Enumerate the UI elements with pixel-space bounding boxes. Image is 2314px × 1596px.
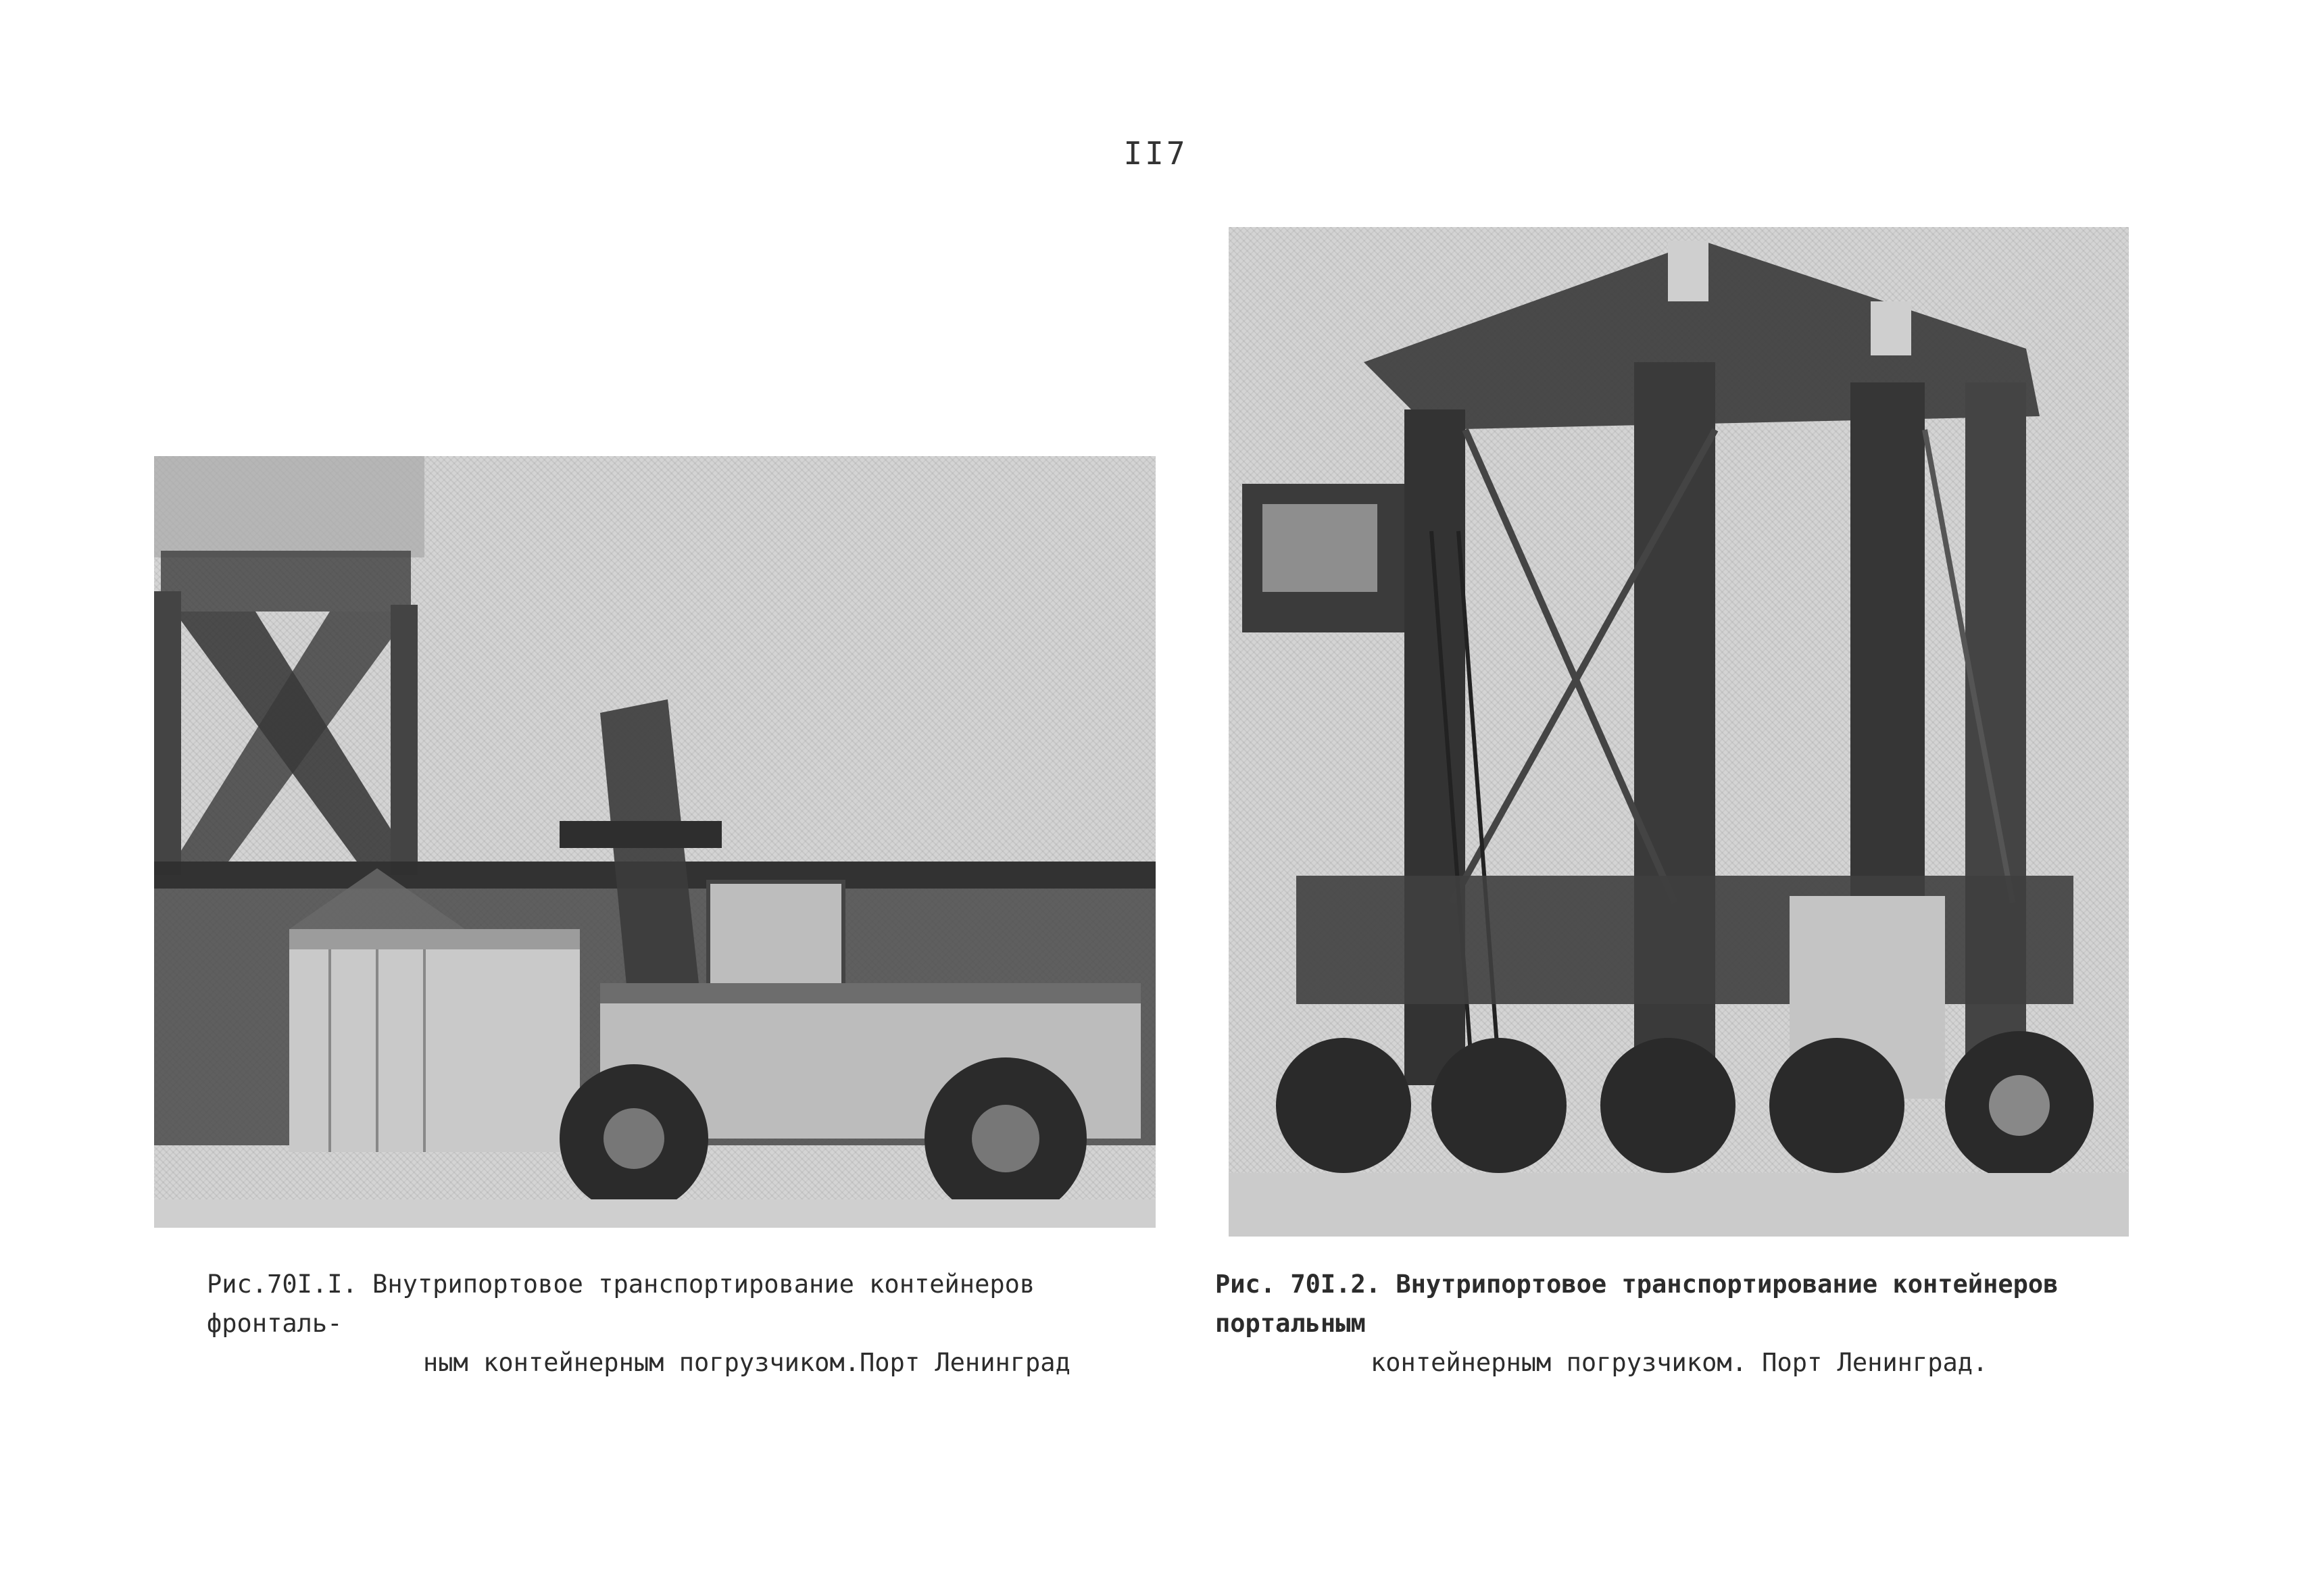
figure-2-caption-line2: контейнерным погрузчиком. Порт Ленинград. [1371, 1348, 1988, 1377]
figure-1-caption-line2: ным контейнерным погрузчиком.Порт Ленинград [423, 1348, 1070, 1377]
straddle-carrier-photo-illustration [1229, 227, 2129, 1237]
page-number: II7 [1123, 135, 1188, 172]
figure-1-caption-label: Рис.70I.I. [207, 1270, 358, 1299]
figure-2-caption-line1: Внутрипортовое транспортирование контейнеров портальным [1215, 1270, 2059, 1338]
figure-2-photo [1229, 227, 2129, 1237]
forklift-photo-illustration [154, 456, 1156, 1228]
figure-1-caption-line1: Внутрипортовое транспортирование контейнеров фронталь- [207, 1270, 1035, 1338]
figure-1-caption [207, 1265, 1153, 1382]
figure-2-caption-label: Рис. 70I.2. [1215, 1270, 1381, 1299]
figure-2-caption [1215, 1265, 2175, 1382]
figure-1-photo [154, 456, 1156, 1228]
